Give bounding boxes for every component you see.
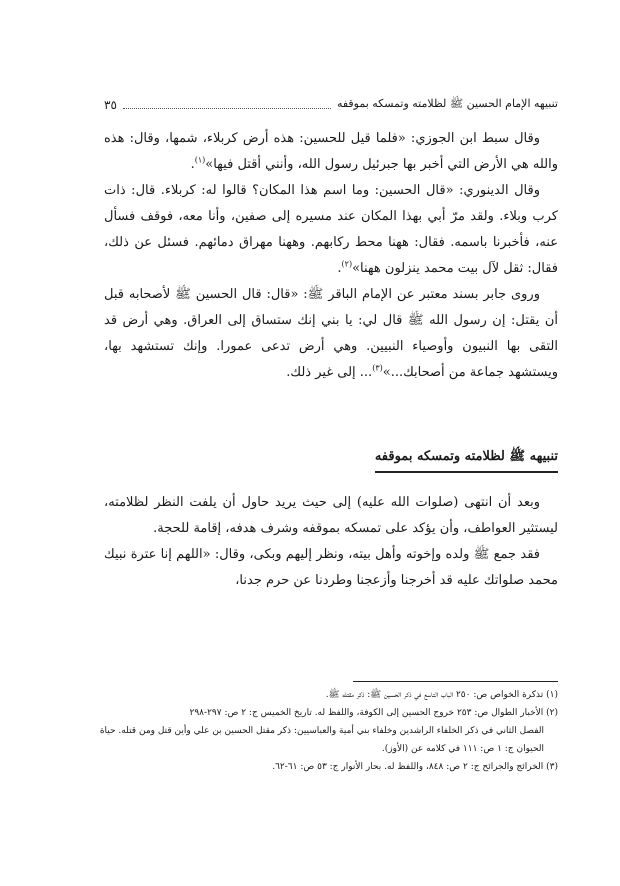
footnote-ref-1: (١) bbox=[194, 155, 206, 165]
running-head bbox=[104, 94, 558, 116]
body-text-bottom bbox=[104, 490, 558, 594]
running-head-title: تنبيهه الإمام الحسين ﷺ لظلامته وتمسكه بموقفه bbox=[336, 97, 558, 110]
footnote-3: (٣) الخرائج والجرائح ج: ٢ ص: ٨٤٨، واللفظ له. بحار الأنوار ج: ٥٣ ص: ٦١-٦٢. bbox=[272, 762, 558, 772]
footnote-separator bbox=[353, 681, 558, 682]
footnote-ref-3: (٣) bbox=[372, 363, 383, 373]
paragraph-after-arrival: وبعد أن انتهى (صلوات الله عليه) إلى حيث يريد حاول أن يلفت النظر لظلامته، ليستثير العواطف، وأن يؤكد على تمسكه بموقفه وشرف هدفه، إقامة للحجة. bbox=[104, 495, 558, 536]
footnotes bbox=[94, 686, 558, 776]
page-number: ٣٥ bbox=[104, 98, 117, 112]
paragraph-al-dinawari: وقال الدينوري: «قال الحسين: وما اسم هذا المكان؟ قالوا له: كربلاء. قال: ذات كرب وبلاء. ولقد مرّ أبي بهذا المكان عند مسيره إلى صفين، وأنا معه، فوقف فسأل عنه، فأخبرنا باسمه. فقال: ههنا محط ركابهم. وههنا مهراق دمائهم. فسئل عن ذلك، فقال: ثقل لآل بيت محمد ينزلون ههنا»$^{(٢)}$. bbox=[104, 183, 558, 276]
running-head-dot-leader bbox=[123, 108, 331, 109]
paragraph-sibt-ibn-al-jawzi: وقال سبط ابن الجوزي: «فلما قيل للحسين: هذه أرض كربلاء، شمها، وقال: هذه والله هي الأرض التي أخبر بها جبرئيل رسول الله، وأنني أقتل فيها»$^{(١)}$. bbox=[104, 131, 558, 172]
footnote-2-continued: الفصل الثاني في ذكر الخلفاء الراشدين وخلفاء بني أمية والعباسيين: ذكر مقتل الحسين بن علي وأين قتل ومن قتله. حياة الحيوان ج: ١ ص: ١١١ في كلامه عن (الأوز). bbox=[99, 726, 544, 754]
footnote-1: (١) تذكرة الخواص ص: ٢٥٠ الباب التاسع في ذكر الحسين ﷺ: ذكر مقتله ﷺ. bbox=[325, 690, 558, 700]
footnote-2: (٢) الأخبار الطوال ص: ٢٥٣ خروج الحسين إلى الكوفة، واللفظ له. تاريخ الخميس ج: ٢ ص: ٢٩٧-٢٩٨ bbox=[189, 708, 558, 718]
paragraph-gathering-family: فقد جمع ﷺ ولده وإخوته وأهل بيته، ونظر إليهم وبكى، وقال: «اللهم إنا عترة نبيك محمد صلواتك عليه قد أخرجنا وأزعجنا وطردنا عن حرم جدنا، bbox=[104, 547, 558, 588]
body-text-top bbox=[104, 126, 558, 386]
paragraph-jabir: وروى جابر بسند معتبر عن الإمام الباقر ﷺ: «قال: قال الحسين ﷺ لأصحابه قبل أن يقتل: إن رسول الله ﷺ قال لي: يا بني إنك ستساق إلى العراق. وهي أرض قد التقى بها النبيون وأوصياء النبيين. وهي أرض تدعى عمورا. وإنك تستشهد بها، ويستشهد جماعة من أصحابك...»$^{(٣)}$... إلى غير ذلك. bbox=[104, 287, 558, 380]
section-heading: تنبيهه ﷺ لظلامته وتمسكه بموقفه bbox=[375, 448, 558, 473]
footnote-ref-2: (٢) bbox=[341, 259, 353, 269]
